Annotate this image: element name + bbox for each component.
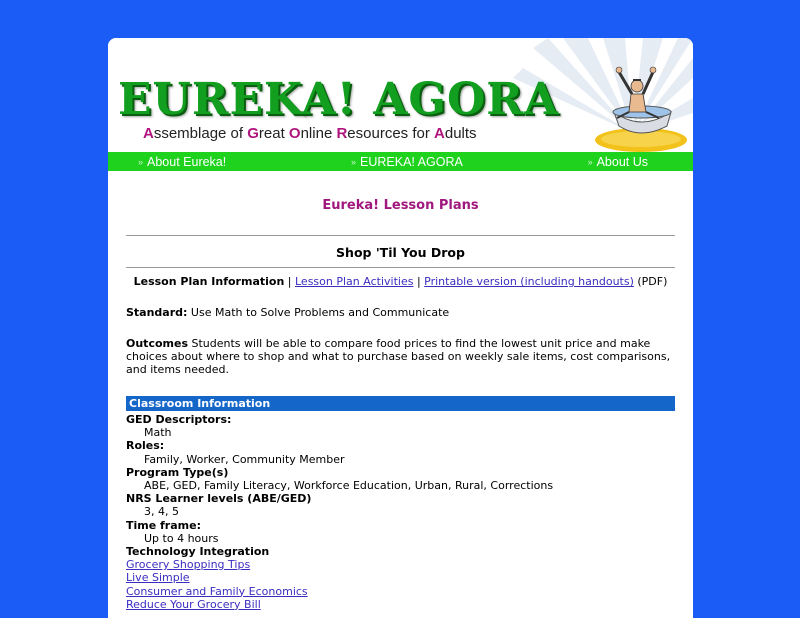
roles-value: Family, Worker, Community Member <box>144 452 345 466</box>
standard-paragraph <box>126 306 675 319</box>
subtitle-text: esources for <box>347 125 435 142</box>
time-value: Up to 4 hours <box>144 531 219 545</box>
separator: | <box>284 275 295 288</box>
tech-link-grocery-tips[interactable]: Grocery Shopping Tips <box>126 558 251 572</box>
separator: | <box>413 275 425 288</box>
subtitle-text: dults <box>444 125 477 142</box>
tech-label: Technology Integration <box>126 545 270 559</box>
subtitle-text: ssemblage of <box>153 125 248 142</box>
site-subtitle <box>143 125 477 142</box>
double-arrow-icon: » <box>587 156 593 167</box>
site-banner <box>108 38 693 152</box>
lesson-title: Shop 'Til You Drop <box>336 245 465 260</box>
activities-link[interactable]: Lesson Plan Activities <box>295 275 414 288</box>
printable-link[interactable]: Printable version (including handouts) <box>424 275 634 288</box>
time-label: Time frame: <box>126 518 201 532</box>
outcomes-label: Outcomes <box>126 337 188 350</box>
nav-about-us[interactable] <box>588 155 648 169</box>
subtitle-initial: R <box>336 125 348 142</box>
classroom-info <box>126 413 675 611</box>
site-title: EUREKA! AGORA <box>118 74 559 125</box>
nav-label: About Us <box>596 154 648 169</box>
current-page-label: Lesson Plan Information <box>133 275 285 288</box>
nrs-value: 3, 4, 5 <box>144 505 179 519</box>
program-label: Program Type(s) <box>126 465 229 479</box>
subtitle-initial: O <box>288 125 301 142</box>
double-arrow-icon: » <box>138 156 144 167</box>
roles-label: Roles: <box>126 439 165 453</box>
subtitle-initial: G <box>247 125 259 142</box>
nav-label: EUREKA! AGORA <box>360 154 463 169</box>
ged-value: Math <box>144 426 172 440</box>
ged-label: GED Descriptors: <box>126 413 232 426</box>
nav-eureka-agora[interactable] <box>351 155 463 169</box>
lesson-links <box>126 268 675 288</box>
standard-label: Standard: <box>126 306 188 319</box>
subtitle-initial: A <box>143 125 154 142</box>
eureka-bathtub-logo <box>589 54 689 152</box>
nav-about-eureka[interactable] <box>138 155 226 169</box>
top-navigation <box>108 152 693 171</box>
classroom-info-header: Classroom Information <box>126 396 675 411</box>
section-heading: Eureka! Lesson Plans <box>322 198 479 213</box>
tech-link-live-simple[interactable]: Live Simple <box>126 571 190 585</box>
outcomes-text: Students will be able to compare food prices to find the lowest unit price and make choices about where to shop and what to purchase based on weekly sale items, cost comparisons, and items needed. <box>126 337 671 376</box>
nrs-label: NRS Learner levels (ABE/GED) <box>126 492 312 506</box>
main-content <box>108 198 693 611</box>
program-value: ABE, GED, Family Literacy, Workforce Education, Urban, Rural, Corrections <box>144 479 554 493</box>
standard-text: Use Math to Solve Problems and Communicate <box>187 306 450 319</box>
tech-link-reduce-grocery-bill[interactable]: Reduce Your Grocery Bill <box>126 597 261 611</box>
pdf-note: (PDF) <box>633 275 668 288</box>
outcomes-paragraph <box>126 337 675 376</box>
subtitle-text: reat <box>258 125 289 142</box>
tech-link-consumer-economics[interactable]: Consumer and Family Economics <box>126 584 308 598</box>
subtitle-initial: A <box>434 125 445 142</box>
double-arrow-icon: » <box>350 156 356 167</box>
nav-label: About Eureka! <box>147 154 227 169</box>
page-container <box>108 38 693 618</box>
subtitle-text: nline <box>300 125 337 142</box>
